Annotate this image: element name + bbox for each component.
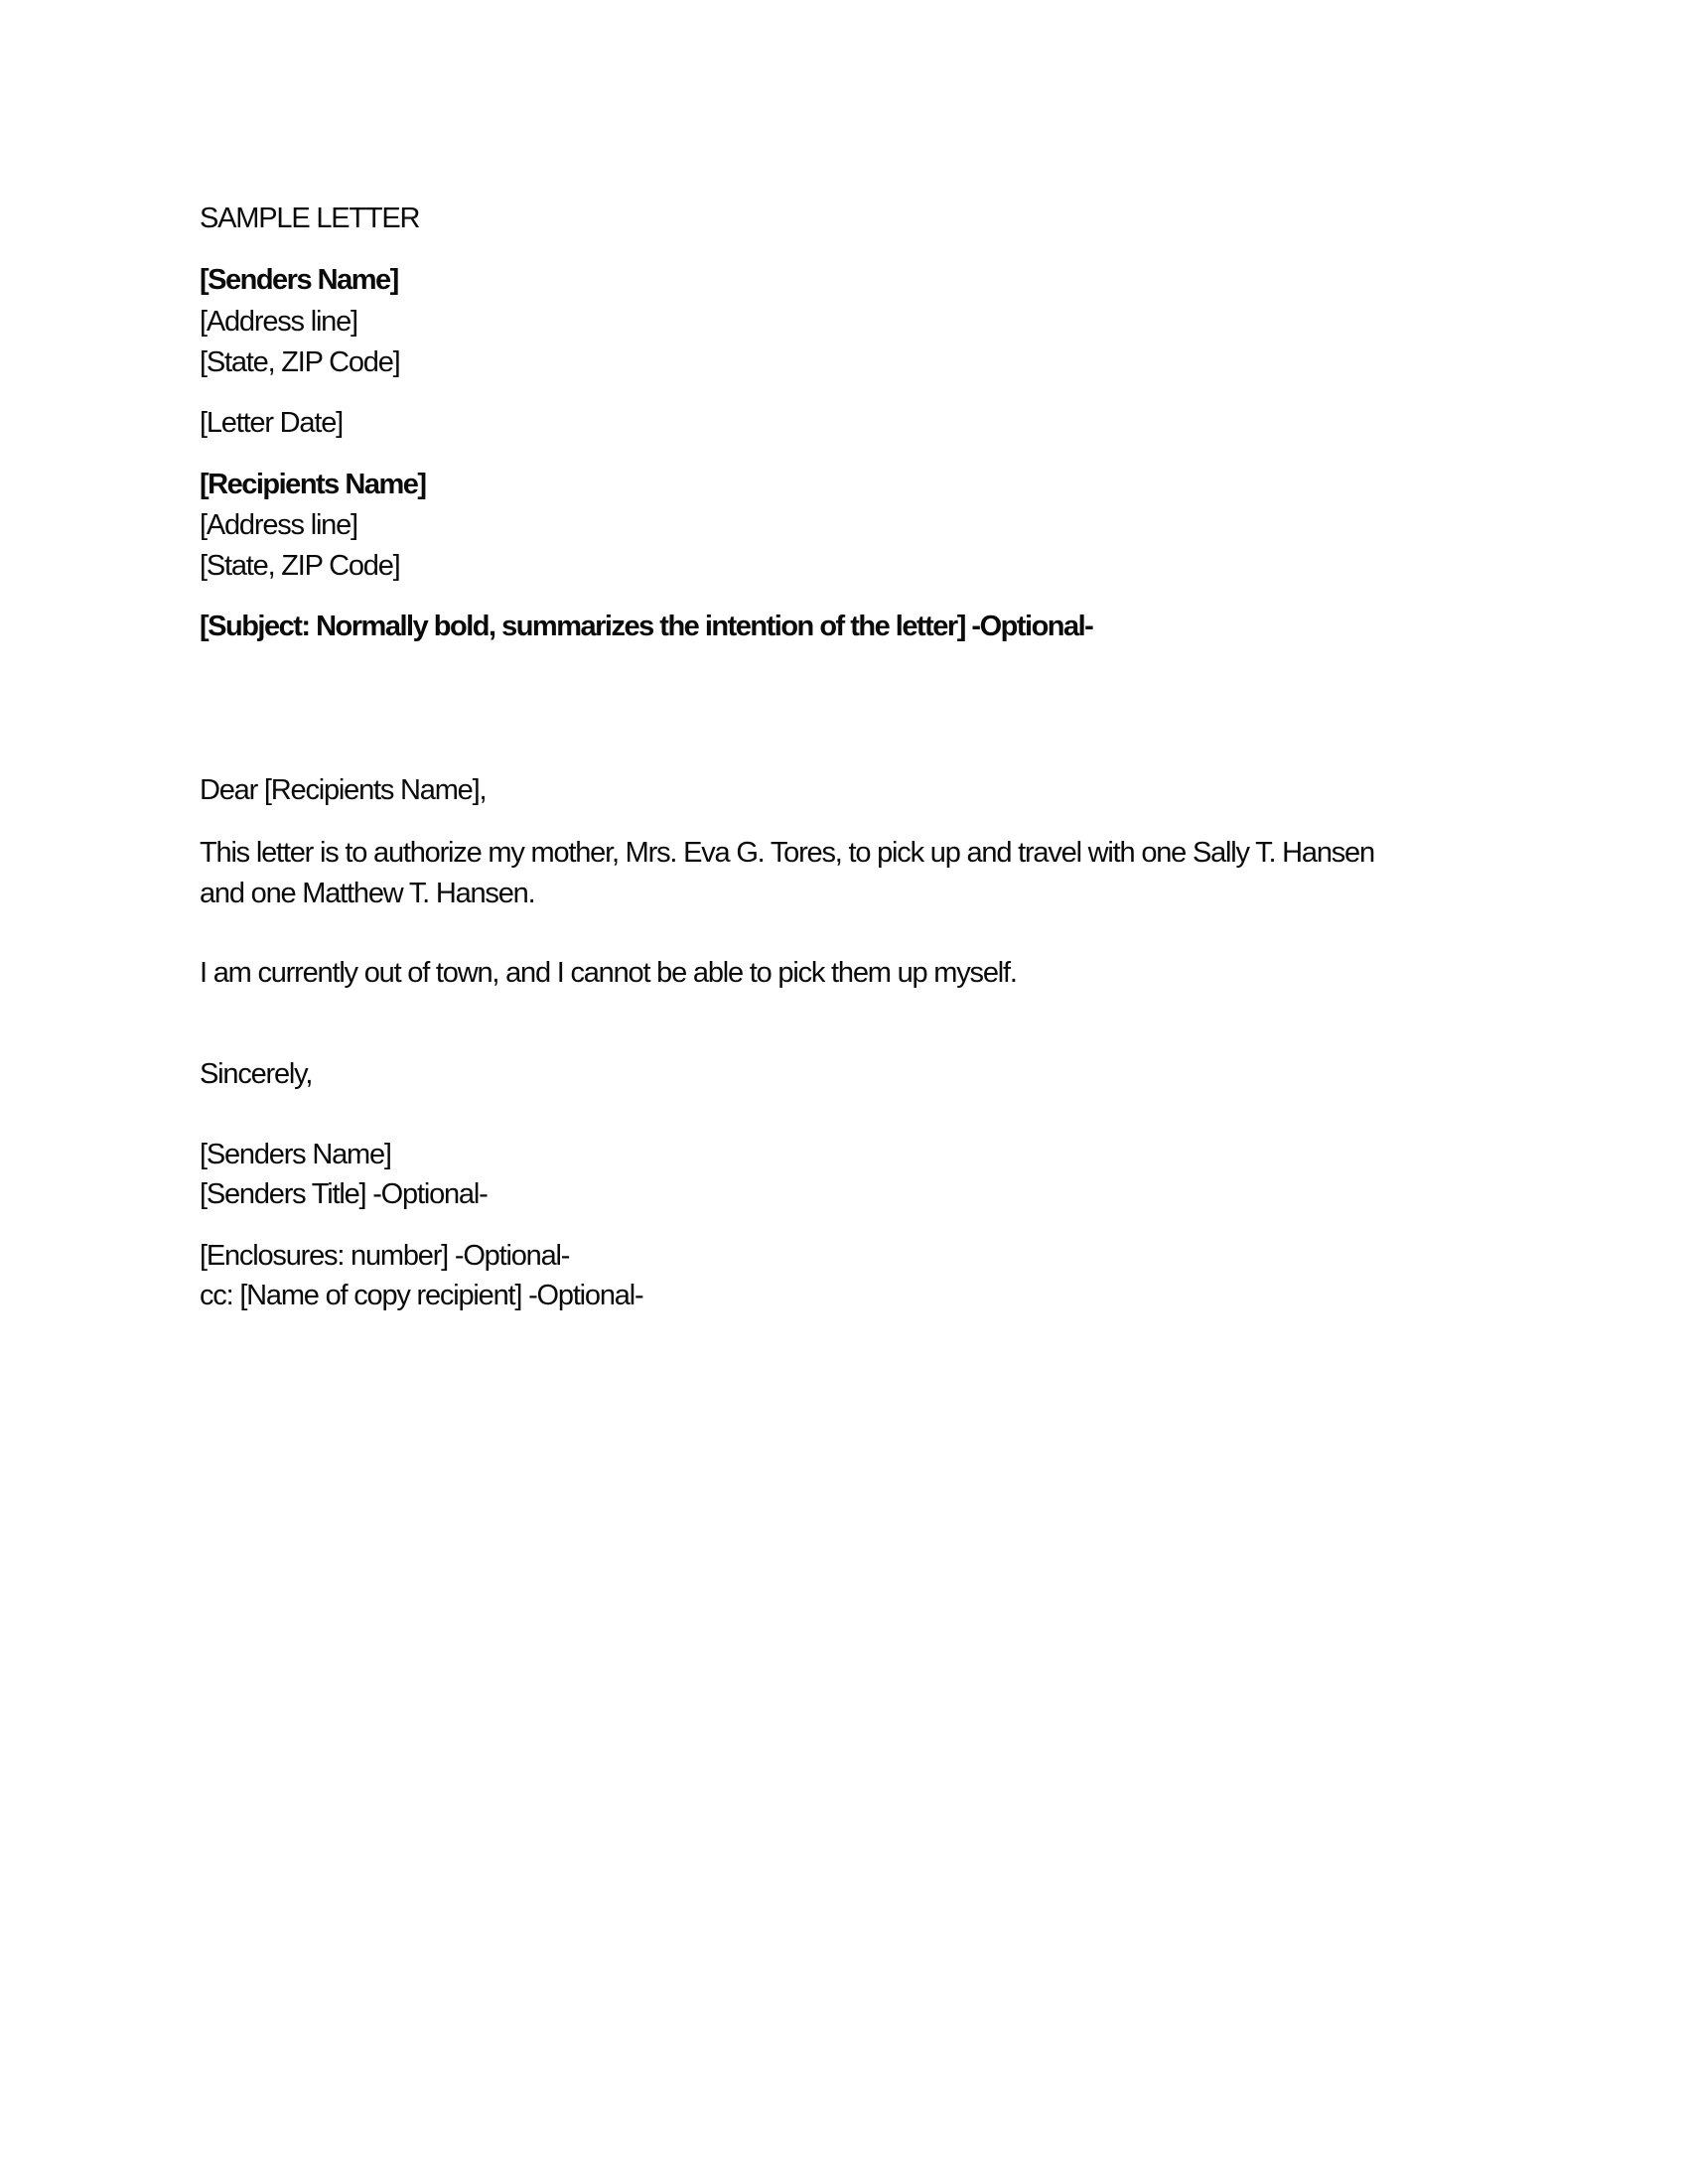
- signature-name: [Senders Name]: [200, 1139, 391, 1170]
- body-paragraph-1-line-1: This letter is to authorize my mother, Mrs. Eva G. Tores, to pick up and travel with one Sally T. Hansen: [200, 837, 1374, 869]
- sender-state-zip: [State, ZIP Code]: [200, 346, 400, 378]
- sender-name: [Senders Name]: [200, 264, 398, 296]
- recipient-name: [Recipients Name]: [200, 469, 426, 500]
- body-paragraph-1-line-2: and one Matthew T. Hansen.: [200, 878, 535, 909]
- closing: Sincerely,: [200, 1058, 313, 1090]
- signature-title: [Senders Title] -Optional-: [200, 1178, 488, 1210]
- salutation: Dear [Recipients Name],: [200, 774, 487, 806]
- document-heading: SAMPLE LETTER: [200, 203, 420, 234]
- body-paragraph-2: I am currently out of town, and I cannot be able to pick them up myself.: [200, 957, 1017, 989]
- sender-address-line: [Address line]: [200, 306, 357, 338]
- cc-line: cc: [Name of copy recipient] -Optional-: [200, 1280, 643, 1311]
- recipient-state-zip: [State, ZIP Code]: [200, 550, 400, 582]
- letter-date: [Letter Date]: [200, 407, 343, 439]
- recipient-address-line: [Address line]: [200, 509, 357, 541]
- enclosures: [Enclosures: number] -Optional-: [200, 1240, 570, 1272]
- letter-subject: [Subject: Normally bold, summarizes the intention of the letter] -Optional-: [200, 611, 1093, 642]
